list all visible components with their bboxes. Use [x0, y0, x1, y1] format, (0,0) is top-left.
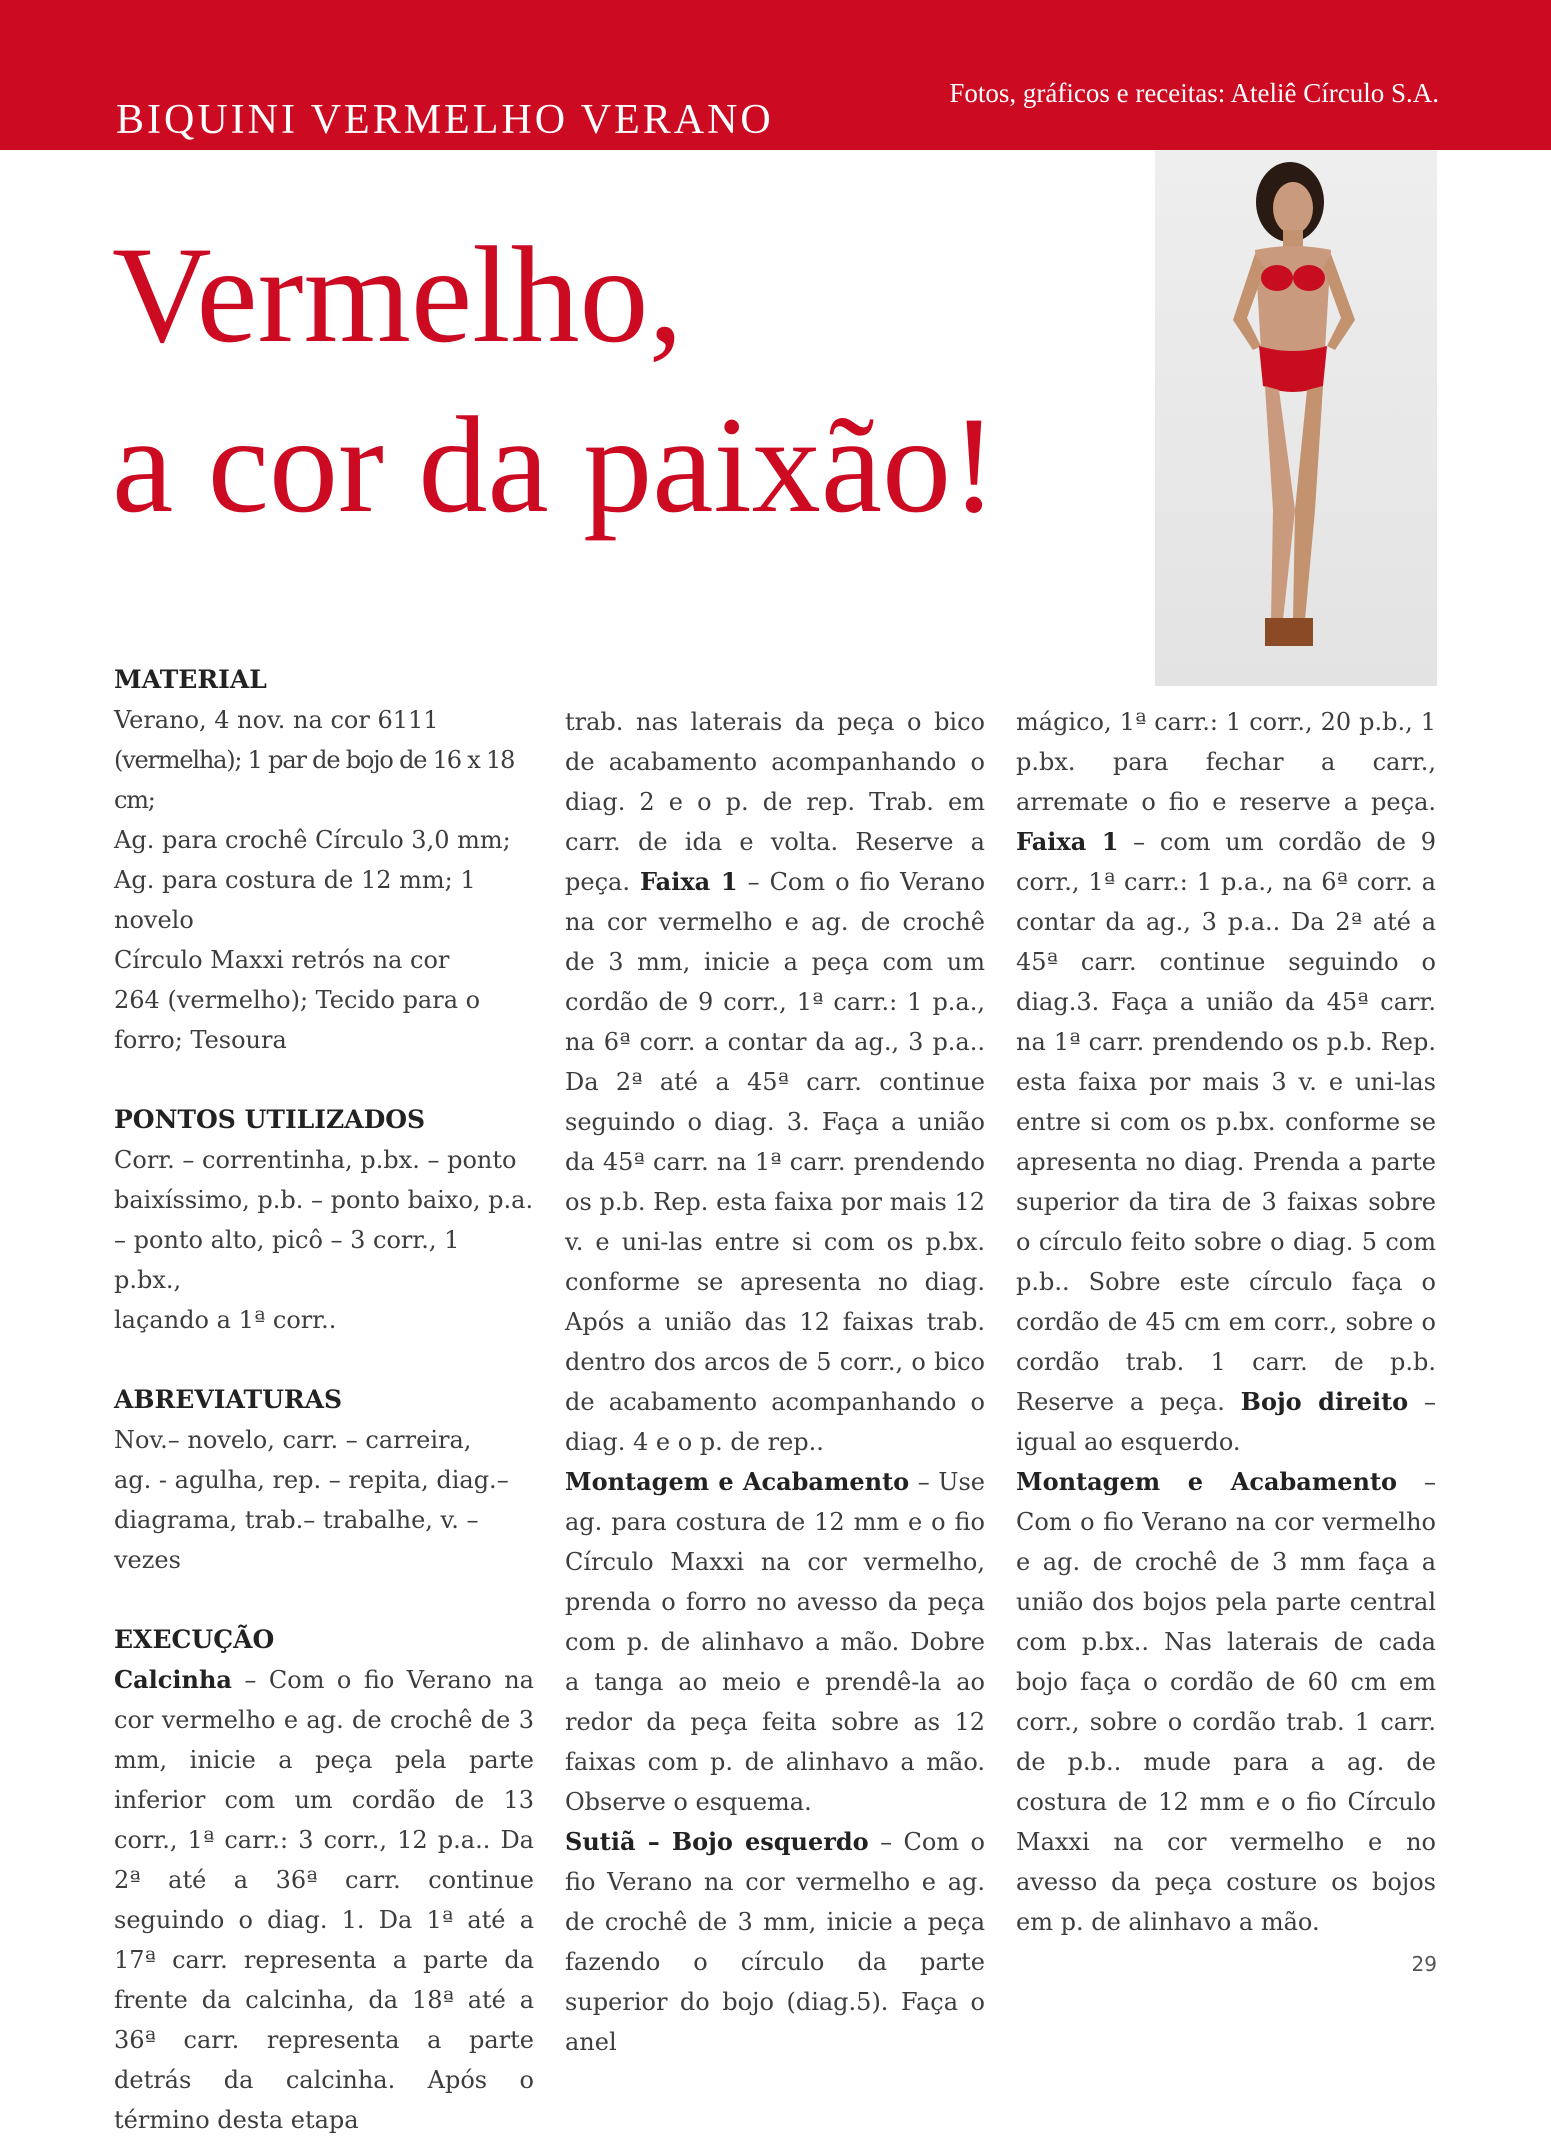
- page-number: 29: [1411, 1952, 1437, 1976]
- abreviaturas-line: Nov.– novelo, carr. – carreira,: [114, 1426, 472, 1454]
- calcinha-text: – Com o fio Verano na cor vermelho e ag. de crochê de 3 mm, inicie a peça pela parte inferior com um cordão de 13 corr., 1ª carr.: 3 corr., 12 p.a.. Da 2ª até a 36ª carr. continue seguindo o diag. 1. Da 1ª até a 17ª carr. representa a parte da frente da calcinha, da 18ª até a 36ª carr. representa a parte detrás da calcinha. Após o término desta etapa: [114, 1666, 534, 2134]
- calcinha-label: Calcinha: [114, 1665, 232, 1694]
- section-title: BIQUINI VERMELHO VERANO: [116, 97, 774, 143]
- material-line: Verano, 4 nov. na cor 6111: [114, 706, 439, 734]
- montagem-label: Montagem e Acabamento: [565, 1467, 910, 1496]
- pontos-line: Corr. – correntinha, p.bx. – ponto: [114, 1146, 517, 1174]
- abreviaturas-line: diagrama, trab.– trabalhe, v. – vezes: [114, 1506, 479, 1574]
- paragraph: trab. nas laterais da peça o bico de acabamento acompanhando o diag. 2 e o p. de rep. Trab. em carr. de ida e volta. Reserve a peça. Faixa 1 – Com o fio Verano na cor vermelho e ag. de crochê de 3 mm, inicie a peça com um cordão de 9 corr., 1ª carr.: 1 p.a., na 6ª corr. a contar da ag., 3 p.a.. Da 2ª até a 45ª carr. continue seguindo o diag. 3. Faça a união da 45ª carr. na 1ª carr. prendendo os p.b. Rep. esta faixa por mais 12 v. e uni-las entre si com os p.bx. conforme se apresenta no diag. Após a união das 12 faixas trab. dentro dos arcos de 5 corr., o bico de acabamento acompanhando o diag. 4 e o p. de rep..: [565, 708, 986, 1456]
- material-line: forro; Tesoura: [114, 1026, 287, 1054]
- material-line: Ag. para costura de 12 mm; 1 novelo: [114, 866, 476, 934]
- model-figure-illustration: [1155, 150, 1437, 686]
- title-line-1: Vermelho,: [112, 218, 684, 371]
- material-line: Ag. para crochê Círculo 3,0 mm;: [114, 826, 511, 854]
- montagem-label: Montagem e Acabamento: [1016, 1467, 1398, 1496]
- model-photo: [1155, 150, 1437, 686]
- title-line-2: a cor da paixão!: [112, 388, 998, 541]
- execucao-heading: EXECUÇÃO: [114, 1625, 275, 1654]
- paragraph: Sutiã – Bojo esquerdo – Com o fio Verano na cor vermelho e ag. de crochê de 3 mm, inicie a peça fazendo o círculo da parte superior do bojo (diag.5). Faça o anel: [565, 1827, 985, 2056]
- paragraph: Montagem e Acabamento – Use ag. para costura de 12 mm e o fio Círculo Maxxi na cor vermelho, prenda o forro no avesso da peça com p. de alinhavo a mão. Dobre a tanga ao meio e prendê-la ao redor da peça feita sobre as 12 faixas com p. de alinhavo a mão. Observe o esquema.: [565, 1467, 985, 1816]
- pontos-line: laçando a 1ª corr..: [114, 1306, 337, 1334]
- paragraph: Montagem e Acabamento – Com o fio Verano na cor vermelho e ag. de crochê de 3 mm faça a união dos bojos pela parte central com p.bx.. Nas laterais de cada bojo faça o cordão de 60 cm em corr., sobre o cordão trab. 1 carr. de p.b.. mude para a ag. de costura de 12 mm e o fio Círculo Maxxi na cor vermelho e no avesso da peça costure os bojos em p. de alinhavo a mão.: [1016, 1467, 1436, 1936]
- execucao-paragraph: [114, 1660, 534, 2140]
- pontos-line: – ponto alto, picô – 3 corr., 1 p.bx.,: [114, 1226, 460, 1294]
- column-2: [565, 702, 985, 2062]
- paragraph: mágico, 1ª carr.: 1 corr., 20 p.b., 1 p.bx. para fechar a carr., arremate o fio e reserve a peça. Faixa 1 – com um cordão de 9 corr., 1ª carr.: 1 p.a., na 6ª corr. a contar da ag., 3 p.a.. Da 2ª até a 45ª carr. continue seguindo o diag.3. Faça a união da 45ª carr. na 1ª carr. prendendo os p.b. Rep. esta faixa por mais 3 v. e uni-las entre si com os p.bx. conforme se apresenta no diag. Prenda a parte superior da tira de 3 faixas sobre o círculo feito sobre o diag. 5 com p.b.. Sobre este círculo faça o cordão de 45 cm em corr., sobre o cordão trab. 1 carr. de p.b. Reserve a peça. Bojo direito – igual ao esquerdo.: [1016, 708, 1436, 1456]
- page-title: [112, 210, 997, 550]
- faixa-1-label: Faixa 1: [639, 867, 738, 896]
- abreviaturas-line: ag. - agulha, rep. – repita, diag.–: [114, 1466, 509, 1494]
- material-line: 264 (vermelho); Tecido para o: [114, 986, 481, 1014]
- bojo-direito-label: Bojo direito: [1240, 1387, 1409, 1416]
- header-bar: [0, 0, 1551, 150]
- column-3: [1016, 702, 1436, 1942]
- pontos-line: baixíssimo, p.b. – ponto baixo, p.a.: [114, 1186, 534, 1214]
- pontos-heading: PONTOS UTILIZADOS: [114, 1105, 426, 1134]
- faixa-1-label: Faixa 1: [1016, 827, 1119, 856]
- material-line: (vermelha); 1 par de bojo de 16 x 18 cm;: [114, 746, 515, 814]
- material-line: Círculo Maxxi retrós na cor: [114, 946, 450, 974]
- bojo-esquerdo-label: Sutiã – Bojo esquerdo: [565, 1827, 869, 1856]
- column-1: [114, 660, 534, 2140]
- abreviaturas-heading: ABREVIATURAS: [114, 1385, 343, 1414]
- photo-credit: Fotos, gráficos e receitas: Ateliê Círculo S.A.: [949, 78, 1439, 108]
- material-heading: MATERIAL: [114, 665, 267, 694]
